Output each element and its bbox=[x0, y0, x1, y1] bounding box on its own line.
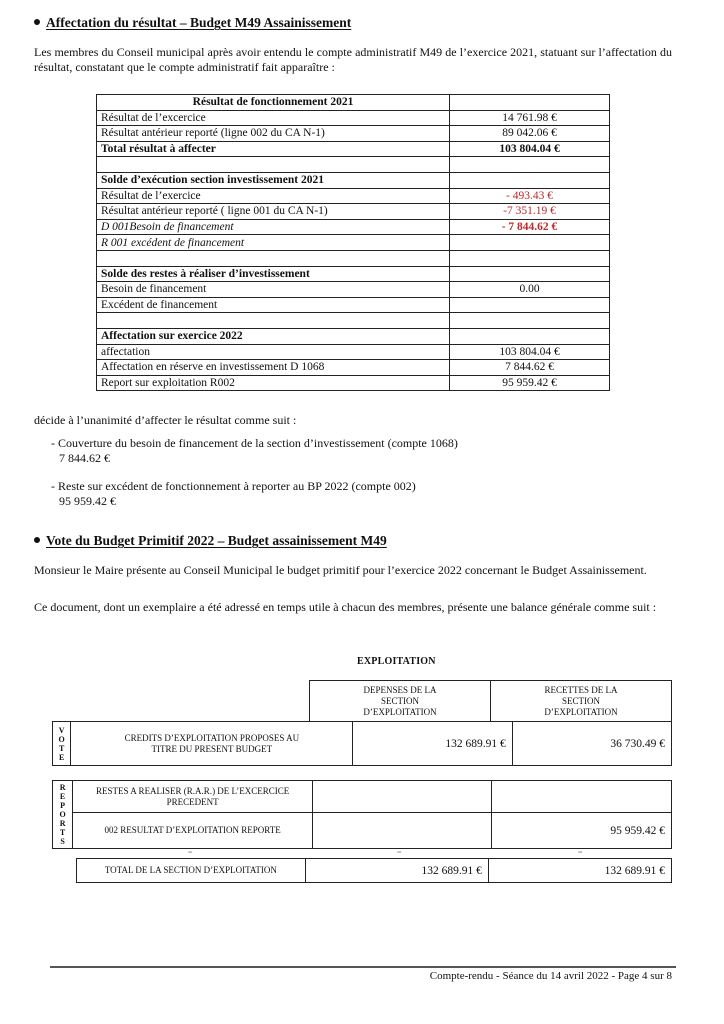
table-row bbox=[97, 157, 610, 173]
total-depenses-value: 132 689.91 € bbox=[305, 859, 488, 883]
row-value bbox=[450, 313, 610, 329]
table-row bbox=[97, 204, 610, 220]
heading-text: Vote du Budget Primitif 2022 – Budget assainissement M49 bbox=[46, 533, 387, 548]
row-value: 14 761.98 € bbox=[450, 110, 610, 126]
exploitation-title: EXPLOITATION bbox=[357, 656, 436, 667]
row-label: Besoin de financement bbox=[97, 282, 450, 298]
affectation-table bbox=[96, 94, 610, 391]
table-row bbox=[97, 328, 610, 344]
row-label: R 001 excédent de financement bbox=[97, 235, 450, 251]
row-value bbox=[450, 172, 610, 188]
row-label: affectation bbox=[97, 344, 450, 360]
row-value: -7 351.19 € bbox=[450, 204, 610, 220]
row-value bbox=[450, 157, 610, 173]
table-row bbox=[97, 110, 610, 126]
allocation-item-2 bbox=[51, 479, 416, 509]
presentation-paragraph: Monsieur le Maire présente au Conseil Municipal le budget primitif pour l’exercice 2022 concernant le Budget Assainissement. bbox=[34, 563, 647, 577]
table-row bbox=[97, 250, 610, 266]
row-label bbox=[97, 250, 450, 266]
reports-table bbox=[52, 780, 672, 849]
row-label bbox=[97, 313, 450, 329]
table-row bbox=[97, 188, 610, 204]
row-value bbox=[450, 328, 610, 344]
table-row bbox=[97, 282, 610, 298]
row-label bbox=[97, 157, 450, 173]
row-label: Résultat de l’excercice bbox=[97, 110, 450, 126]
row-label: Report sur exploitation R002 bbox=[97, 375, 450, 391]
vote-vertical-label: V O T E bbox=[53, 722, 71, 766]
total-recettes-value: 132 689.91 € bbox=[488, 859, 671, 883]
row-label: Résultat de fonctionnement 2021 bbox=[97, 95, 450, 111]
allocation-item-1 bbox=[51, 436, 458, 466]
total-table bbox=[76, 858, 672, 883]
intro-paragraph: Les membres du Conseil municipal après avoir entendu le compte administratif M49 de l’exercice 2021, statuant sur l’affectation du résultat, constatant que le compte administratif fait apparaître : bbox=[34, 45, 672, 74]
row-label: Affectation en réserve en investissement D 1068 bbox=[97, 360, 450, 376]
table-row bbox=[97, 375, 610, 391]
row-value bbox=[450, 250, 610, 266]
total-row-label: TOTAL DE LA SECTION D’EXPLOITATION bbox=[77, 859, 306, 883]
table-row bbox=[97, 141, 610, 157]
row-label: Excédent de financement bbox=[97, 297, 450, 313]
table-row bbox=[97, 266, 610, 282]
equals-sign: = bbox=[578, 848, 583, 857]
row-value: 95 959.42 € bbox=[450, 375, 610, 391]
row-value bbox=[450, 95, 610, 111]
row-value: - 7 844.62 € bbox=[450, 219, 610, 235]
decision-text: décide à l’unanimité d’affecter le résultat comme suit : bbox=[34, 413, 297, 427]
equals-sign: = bbox=[188, 848, 193, 857]
reports-row-label: RESTES A REALISER (R.A.R.) DE L’EXCERCICE PRECEDENT bbox=[73, 781, 313, 813]
reports-depenses-value bbox=[313, 813, 492, 849]
row-label: Affectation sur exercice 2022 bbox=[97, 328, 450, 344]
reports-vertical-label: R E P O R T S bbox=[53, 781, 73, 849]
row-label: Solde des restes à réaliser d’investissement bbox=[97, 266, 450, 282]
equals-sign: = bbox=[397, 848, 402, 857]
reports-depenses-value bbox=[313, 781, 492, 813]
row-value: 7 844.62 € bbox=[450, 360, 610, 376]
row-label: Résultat de l’exercice bbox=[97, 188, 450, 204]
table-row bbox=[97, 360, 610, 376]
row-value bbox=[450, 266, 610, 282]
row-label: Résultat antérieur reporté ( ligne 001 du CA N-1) bbox=[97, 204, 450, 220]
table-row bbox=[97, 313, 610, 329]
reports-recettes-value: 95 959.42 € bbox=[491, 813, 671, 849]
table-row bbox=[97, 95, 610, 111]
page-footer: Compte-rendu - Séance du 14 avril 2022 - Page 4 sur 8 bbox=[429, 970, 672, 982]
row-value bbox=[450, 235, 610, 251]
vote-recettes-value: 36 730.49 € bbox=[512, 722, 671, 766]
row-value: 89 042.06 € bbox=[450, 126, 610, 142]
vote-row-label: CREDITS D’EXPLOITATION PROPOSES AU TITRE DU PRESENT BUDGET bbox=[71, 722, 353, 766]
row-value: 103 804.04 € bbox=[450, 141, 610, 157]
allocation-item-text: - Reste sur excédent de fonctionnement à reporter au BP 2022 (compte 002) bbox=[51, 479, 416, 493]
allocation-item-amount: 95 959.42 € bbox=[59, 494, 116, 508]
exploitation-header-table bbox=[309, 680, 672, 722]
table-row bbox=[97, 344, 610, 360]
row-label: Total résultat à affecter bbox=[97, 141, 450, 157]
table-row bbox=[97, 297, 610, 313]
allocation-item-amount: 7 844.62 € bbox=[59, 451, 110, 465]
vote-depenses-value: 132 689.91 € bbox=[353, 722, 512, 766]
row-label: Résultat antérieur reporté (ligne 002 du CA N-1) bbox=[97, 126, 450, 142]
row-label: D 001Besoin de financement bbox=[97, 219, 450, 235]
row-label: Solde d’exécution section investissement 2021 bbox=[97, 172, 450, 188]
reports-recettes-value bbox=[491, 781, 671, 813]
bullet-icon bbox=[34, 19, 40, 25]
table-row bbox=[97, 172, 610, 188]
footer-divider bbox=[50, 966, 676, 968]
table-row bbox=[97, 219, 610, 235]
table-row bbox=[97, 235, 610, 251]
col-depenses-header: DEPENSES DE LA SECTION D’EXPLOITATION bbox=[310, 681, 491, 722]
table-row bbox=[97, 126, 610, 142]
heading-text: Affectation du résultat – Budget M49 Assainissement bbox=[46, 15, 352, 30]
vote-table bbox=[52, 721, 672, 766]
row-value: 0.00 bbox=[450, 282, 610, 298]
balance-paragraph: Ce document, dont un exemplaire a été adressé en temps utile à chacun des membres, présente une balance générale comme suit : bbox=[34, 600, 657, 614]
reports-row-label: 002 RESULTAT D’EXPLOITATION REPORTE bbox=[73, 813, 313, 849]
row-value: - 493.43 € bbox=[450, 188, 610, 204]
section-heading-vote-budget bbox=[34, 533, 387, 549]
section-heading-affectation bbox=[34, 15, 351, 31]
allocation-item-text: - Couverture du besoin de financement de la section d’investissement (compte 1068) bbox=[51, 436, 458, 450]
row-value bbox=[450, 297, 610, 313]
bullet-icon bbox=[34, 537, 40, 543]
col-recettes-header: RECETTES DE LA SECTION D’EXPLOITATION bbox=[491, 681, 672, 722]
row-value: 103 804.04 € bbox=[450, 344, 610, 360]
